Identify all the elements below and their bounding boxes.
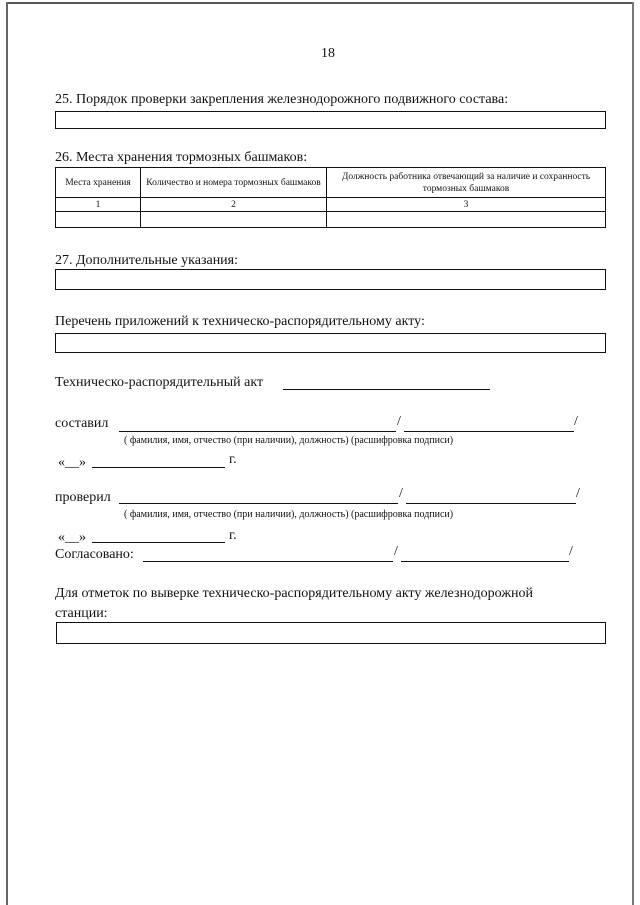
section-27-title: 27. Дополнительные указания: — [55, 253, 239, 268]
checked-label: проверил — [55, 490, 111, 505]
attachments-field[interactable] — [55, 333, 606, 353]
checked-name-line[interactable] — [119, 503, 398, 504]
page-edge — [6, 2, 8, 905]
checked-date-day: «__» — [58, 530, 86, 545]
act-number-line[interactable] — [283, 389, 490, 390]
table-header-quantity: Количество и номера тормозных башмаков — [141, 168, 327, 198]
section-26-title: 26. Места хранения тормозных башмаков: — [55, 150, 308, 165]
agreed-signature-line[interactable] — [401, 561, 569, 562]
table-cell[interactable] — [327, 212, 606, 228]
separator: / — [576, 486, 580, 501]
compiled-name-line[interactable] — [119, 431, 396, 432]
checked-caption: ( фамилия, имя, отчество (при наличии), должность) (расшифровка подписи) — [124, 509, 454, 520]
table-cell[interactable] — [56, 212, 141, 228]
table-row — [56, 212, 606, 228]
section-25-title: 25. Порядок проверки закрепления железнодорожного подвижного состава: — [55, 92, 509, 107]
separator: / — [569, 544, 573, 559]
separator: / — [574, 414, 578, 429]
attachments-title: Перечень приложений к техническо-распорядительному акту: — [55, 314, 425, 329]
agreed-label: Согласовано: — [55, 547, 134, 562]
compiled-date-line[interactable] — [92, 467, 225, 468]
section-25-field[interactable] — [55, 111, 606, 129]
remarks-field[interactable] — [56, 622, 606, 644]
table-column-number: 3 — [327, 198, 606, 212]
separator: / — [397, 414, 401, 429]
checked-date-line[interactable] — [92, 542, 225, 543]
table-column-number: 2 — [141, 198, 327, 212]
separator: / — [394, 544, 398, 559]
compiled-date-suffix: г. — [229, 452, 237, 467]
page-edge — [632, 2, 634, 905]
compiled-label: составил — [55, 416, 109, 431]
separator: / — [399, 486, 403, 501]
page-edge — [6, 2, 634, 4]
act-label: Техническо-распорядительный акт — [55, 375, 264, 390]
compiled-caption: ( фамилия, имя, отчество (при наличии), должность) (расшифровка подписи) — [124, 435, 454, 446]
compiled-date-day: «__» — [58, 455, 86, 470]
checked-date-suffix: г. — [229, 528, 237, 543]
table-header-position: Должность работника отвечающий за наличие и сохранность тормозных башмаков — [327, 168, 606, 198]
agreed-name-line[interactable] — [143, 561, 393, 562]
compiled-signature-line[interactable] — [404, 431, 574, 432]
remarks-title: Для отметок по выверке техническо-распорядительному акту железнодорожной станции: — [55, 586, 533, 621]
checked-signature-line[interactable] — [406, 503, 576, 504]
brake-shoe-storage-table — [55, 167, 606, 228]
page-number: 18 — [321, 46, 335, 61]
section-27-field[interactable] — [55, 269, 606, 290]
table-cell[interactable] — [141, 212, 327, 228]
table-column-number: 1 — [56, 198, 141, 212]
table-header-location: Места хранения — [56, 168, 141, 198]
